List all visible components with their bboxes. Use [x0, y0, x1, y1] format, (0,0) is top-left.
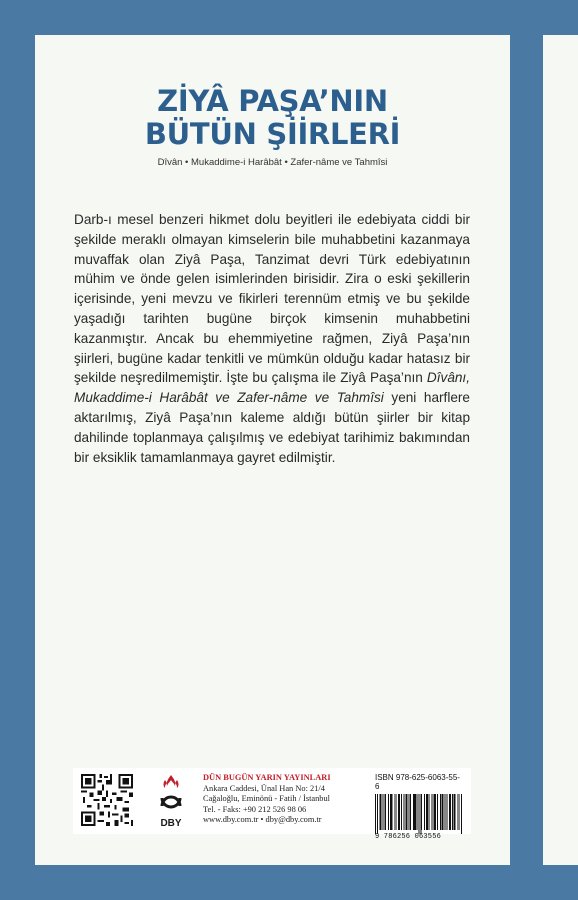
isbn-block	[375, 773, 463, 841]
publisher-info	[203, 773, 331, 826]
isbn-label: ISBN 978-625-6063-55-6	[375, 773, 460, 791]
barcode-icon	[375, 794, 463, 834]
publisher-footer	[73, 768, 471, 841]
book-subtitle: Dîvân • Mukaddime-i Harâbât • Zafer-nâme ve Tahmîsi	[157, 157, 388, 168]
publisher-web: www.dby.com.tr • dby@dby.com.tr	[203, 815, 322, 825]
logo-flame-icon	[164, 775, 179, 788]
qr-code-icon	[81, 774, 133, 826]
blurb-italic-works: Dîvânı, Mukaddime-i Harâbât ve Zafer-nâme ve Tahmîsi	[74, 370, 470, 406]
blurb-part-1: Darb-ı mesel benzeri hikmet dolu beyitleri ile edebiyata ciddi bir şekilde meraklı olmayan kimselerin bile muhabbetini kazanmaya muvaffak olan Ziyâ Paşa, Tanzimat devri Türk edebiyatının mühim ve önde gelen isimlerinden birisidir. Zira o eski şekillerin içerisinde, yeni mevzu ve fikirleri terennüm etmiş ve bu şekilde yaşadığı tarihten bugüne birçok kimsenin muhabbetini kazanmıştır. Ancak bu ehemmiyetine rağmen, Ziyâ Paşa’nın şiirleri, bugüne kadar tenkitli ve mümkün olduğu kadar hatasız bir şekilde neşredilmemiştir. İşte bu çalışma ile Ziyâ Paşa’nın	[74, 212, 470, 386]
book-back-cover	[35, 35, 510, 865]
title-line-2: BÜTÜN ŞİİRLERİ	[144, 117, 401, 151]
blurb-paragraph	[74, 210, 470, 467]
publisher-phone: Tel. - Faks: +90 212 526 98 06	[203, 804, 307, 814]
book-title	[35, 85, 510, 151]
publisher-address-1: Ankara Caddesi, Ünal Han No: 21/4	[203, 783, 325, 793]
publisher-logo	[156, 772, 186, 830]
publisher-address-2: Cağaloğlu, Eminönü - Fatih / İstanbul	[203, 794, 331, 804]
publisher-name: DÜN BUGÜN YARIN YAYINLARI	[203, 773, 331, 782]
adjacent-cover-edge	[543, 35, 578, 865]
logo-text: DBY	[160, 818, 182, 829]
title-line-1: ZİYÂ PAŞA’NIN	[157, 84, 388, 118]
isbn-number: 9 786256 063556	[375, 833, 442, 841]
blurb-part-2: yeni harflere aktarılmış, Ziyâ Paşa’nın kaleme aldığı bütün şiirler bir kitap dahilinde toplanmaya çalışılmış ve edebiyat tarihimiz bakımından bir eksiklik tamamlanmaya gayret edilmiştir.	[74, 390, 470, 465]
